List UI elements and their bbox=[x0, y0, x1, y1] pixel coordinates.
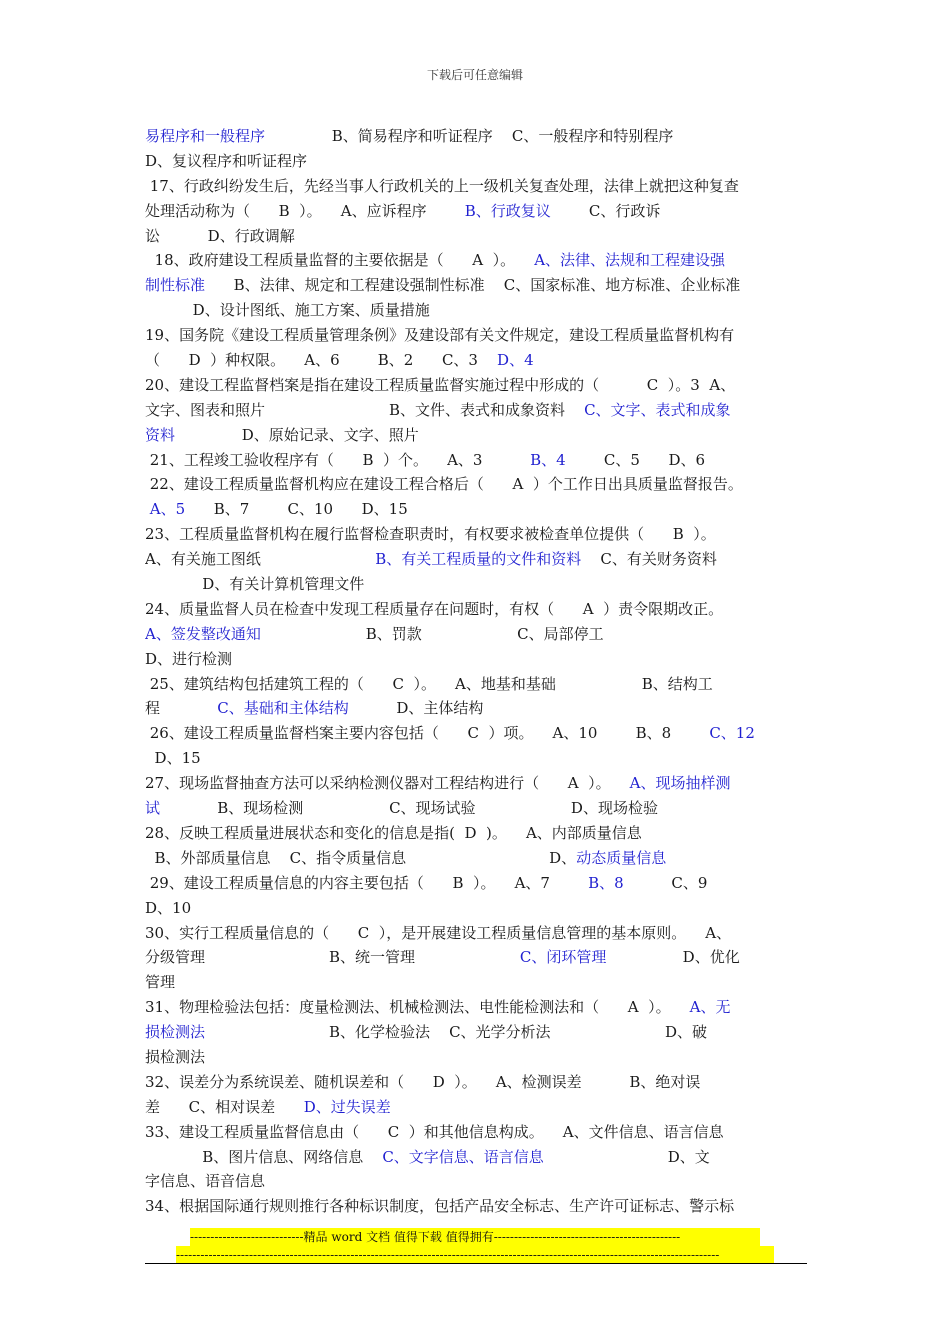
answer-text: D、过失误差 bbox=[303, 1097, 391, 1116]
question-text: D、进行检测 bbox=[145, 649, 233, 668]
question-text: B、法律、规定和工程建设强制性标准 C、国家标准、地方标准、企业标准 bbox=[205, 276, 741, 295]
answer-text: 动态质量信息 bbox=[576, 848, 667, 867]
answer-text: C、文字、表式和成象 bbox=[584, 400, 731, 419]
text-line bbox=[145, 1194, 807, 1219]
text-line bbox=[145, 622, 807, 647]
text-line bbox=[145, 124, 807, 149]
text-line bbox=[145, 248, 807, 273]
question-text: D、文 bbox=[543, 1147, 710, 1166]
question-text: （ D ）种权限。 A、6 B、2 C、3 bbox=[145, 351, 498, 370]
question-text: B、罚款 C、局部停工 bbox=[260, 624, 604, 643]
question-text: 差 C、相对误差 bbox=[145, 1097, 304, 1116]
text-line bbox=[145, 398, 807, 423]
page-header: 下载后可任意编辑 bbox=[426, 68, 523, 82]
question-text: 22、建设工程质量监督机构应在建设工程合格后（ A ）个工作日出具质量监督报告。 bbox=[145, 475, 743, 494]
text-line bbox=[145, 199, 807, 224]
question-text: 字信息、语音信息 bbox=[145, 1172, 266, 1191]
question-text: 处理活动称为（ B ）。 A、应诉程序 bbox=[145, 201, 465, 220]
question-text: 30、实行工程质量信息的（ C ），是开展建设工程质量信息管理的基本原则。 A、 bbox=[145, 923, 732, 942]
text-line bbox=[145, 273, 807, 298]
text-line bbox=[145, 1070, 807, 1095]
question-text: B、图片信息、网络信息 bbox=[145, 1147, 383, 1166]
text-line bbox=[145, 1020, 807, 1045]
text-line bbox=[145, 796, 807, 821]
document-body bbox=[145, 124, 807, 1219]
question-text: 18、政府建设工程质量监督的主要依据是（ A ）。 bbox=[145, 251, 535, 270]
footer-dash-line: -------------------------------------------------------------------------------------------------------------------------------------- bbox=[176, 1246, 774, 1264]
answer-text: B、行政复议 bbox=[464, 201, 551, 220]
answer-text: A、法律、法规和工程建设强 bbox=[534, 251, 726, 270]
text-line bbox=[145, 472, 807, 497]
question-text: C、行政诉 bbox=[550, 201, 661, 220]
question-text: D、有关计算机管理文件 bbox=[145, 575, 365, 594]
question-text: 32、误差分为系统误差、随机误差和（ D ）。 A、检测误差 B、绝对误 bbox=[145, 1072, 701, 1091]
question-text: A、有关施工图纸 bbox=[145, 550, 376, 569]
question-text: 34、根据国际通行规则推行各种标识制度，包括产品安全标志、生产许可证标志、警示标 bbox=[145, 1197, 735, 1216]
text-line bbox=[145, 995, 807, 1020]
text-line bbox=[145, 323, 807, 348]
question-text: D、复议程序和听证程序 bbox=[145, 151, 308, 170]
question-text: 管理 bbox=[145, 973, 176, 992]
text-line bbox=[145, 348, 807, 373]
answer-text: 资料 bbox=[145, 425, 176, 444]
answer-text: A、无 bbox=[689, 998, 731, 1017]
question-text: B、现场检测 C、现场试验 D、现场检验 bbox=[160, 799, 658, 818]
text-line bbox=[145, 373, 807, 398]
answer-text: 损检测法 bbox=[145, 1023, 206, 1042]
question-text: B、7 C、10 D、15 bbox=[185, 500, 408, 519]
question-text: B、简易程序和听证程序 C、一般程序和特别程序 bbox=[265, 127, 674, 145]
answer-text: A、现场抽样测 bbox=[629, 774, 731, 793]
question-text: 21、工程竣工验收程序有（ B ）个。 A、3 bbox=[145, 450, 531, 469]
question-text: D、15 bbox=[145, 749, 201, 768]
text-line bbox=[145, 572, 807, 597]
text-line bbox=[145, 871, 807, 896]
text-line bbox=[145, 497, 807, 522]
text-line bbox=[145, 1045, 807, 1070]
question-text: 分级管理 B、统一管理 bbox=[145, 948, 520, 967]
text-line bbox=[145, 746, 807, 771]
question-text: 20、建设工程监督档案是指在建设工程质量监督实施过程中形成的（ C ）。3 A、 bbox=[145, 375, 736, 394]
footer-rule bbox=[145, 1263, 807, 1264]
answer-text: C、闭环管理 bbox=[519, 948, 607, 967]
text-line bbox=[145, 1145, 807, 1170]
text-line bbox=[145, 721, 807, 746]
text-line bbox=[145, 970, 807, 995]
text-line bbox=[145, 1120, 807, 1145]
question-text: 29、建设工程质量信息的内容主要包括（ B ）。 A、7 bbox=[145, 873, 589, 892]
text-line bbox=[145, 846, 807, 871]
text-line bbox=[145, 522, 807, 547]
answer-text: D、4 bbox=[497, 351, 534, 370]
question-text: D、设计图纸、施工方案、质量措施 bbox=[145, 301, 430, 320]
text-line bbox=[145, 597, 807, 622]
question-text: D、主体结构 bbox=[348, 699, 484, 718]
question-text: B、化学检验法 C、光学分析法 D、破 bbox=[205, 1023, 708, 1042]
question-text: 25、建筑结构包括建筑工程的（ C ）。 A、地基和基础 B、结构工 bbox=[145, 674, 713, 693]
question-text: 24、质量监督人员在检查中发现工程质量存在问题时，有权（ A ）责令限期改正。 bbox=[145, 599, 724, 618]
answer-text: B、8 bbox=[588, 873, 624, 892]
text-line bbox=[145, 1169, 807, 1194]
answer-text: C、12 bbox=[709, 724, 755, 743]
answer-text: 试 bbox=[145, 799, 161, 818]
text-line bbox=[145, 921, 807, 946]
text-line bbox=[145, 672, 807, 697]
question-text: 27、现场监督抽查方法可以采纳检测仪器对工程结构进行（ A ）。 bbox=[145, 774, 630, 793]
question-text: 讼 D、行政调解 bbox=[145, 226, 295, 245]
question-text: B、外部质量信息 C、指令质量信息 D、 bbox=[145, 848, 577, 867]
question-text: C、9 bbox=[623, 873, 708, 892]
question-text: 28、反映工程质量进展状态和变化的信息是指( D )。 A、内部质量信息 bbox=[145, 823, 642, 842]
answer-text: 制性标准 bbox=[145, 276, 206, 295]
question-text: 程 bbox=[145, 699, 218, 718]
question-text: 19、国务院《建设工程质量管理条例》及建设部有关文件规定，建设工程质量监督机构有 bbox=[145, 326, 735, 345]
question-text: 损检测法 bbox=[145, 1047, 206, 1066]
answer-text: A、签发整改通知 bbox=[145, 624, 261, 643]
text-line bbox=[145, 423, 807, 448]
question-text: D、10 bbox=[145, 898, 192, 917]
text-line bbox=[145, 821, 807, 846]
text-line bbox=[145, 298, 807, 323]
question-text: D、优化 bbox=[606, 948, 740, 967]
question-text: 26、建设工程质量监督档案主要内容包括（ C ）项。 A、10 B、8 bbox=[145, 724, 710, 743]
answer-text: 易程序和一般程序 bbox=[145, 127, 266, 145]
text-line bbox=[145, 547, 807, 572]
question-text: 31、物理检验法包括：度量检测法、机械检测法、电性能检测法和（ A ）。 bbox=[145, 998, 690, 1017]
question-text: C、5 D、6 bbox=[565, 450, 706, 469]
answer-text: C、基础和主体结构 bbox=[217, 699, 349, 718]
text-line bbox=[145, 149, 807, 174]
question-text: 文字、图表和照片 B、文件、表式和成象资料 bbox=[145, 400, 585, 419]
question-text: D、原始记录、文字、照片 bbox=[175, 425, 419, 444]
answer-text: B、4 bbox=[530, 450, 566, 469]
text-line bbox=[145, 647, 807, 672]
page-footer bbox=[0, 1228, 950, 1264]
answer-text: A、5 bbox=[145, 500, 186, 519]
text-line bbox=[145, 945, 807, 970]
text-line bbox=[145, 1095, 807, 1120]
question-text: 17、行政纠纷发生后，先经当事人行政机关的上一级机关复查处理，法律上就把这种复查 bbox=[145, 176, 739, 195]
question-text: 33、建设工程质量监督信息由（ C ）和其他信息构成。 A、文件信息、语言信息 bbox=[145, 1122, 724, 1141]
text-line bbox=[145, 771, 807, 796]
question-text: 23、工程质量监督机构在履行监督检查职责时，有权要求被检查单位提供（ B ）。 bbox=[145, 525, 716, 544]
text-line bbox=[145, 696, 807, 721]
answer-text: C、文字信息、语言信息 bbox=[382, 1147, 544, 1166]
text-line bbox=[145, 448, 807, 473]
footer-banner: ----------------------------精品 word 文档 值得下载 值得拥有---------------------------------------------- bbox=[190, 1228, 760, 1246]
question-text: C、有关财务资料 bbox=[581, 550, 717, 569]
text-line bbox=[145, 224, 807, 249]
text-line bbox=[145, 174, 807, 199]
answer-text: B、有关工程质量的文件和资料 bbox=[375, 550, 582, 569]
text-line bbox=[145, 896, 807, 921]
